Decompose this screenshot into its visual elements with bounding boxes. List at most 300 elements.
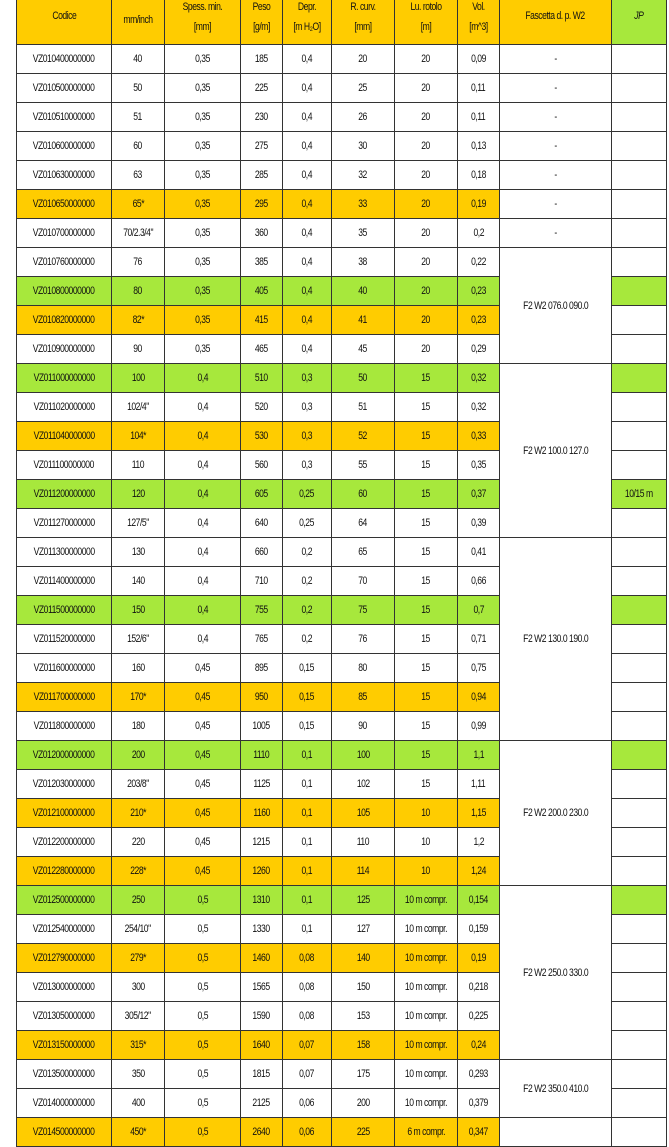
cell-codice: [17, 422, 112, 451]
cell-diametro: [112, 335, 165, 364]
cell-codice: [17, 567, 112, 596]
cell-spessore-text: 0,5: [197, 1126, 208, 1138]
cell-depressione: [283, 74, 332, 103]
cell-volume-text: 0,35: [471, 459, 486, 471]
cell-lunghezza: [395, 190, 458, 219]
cell-spessore-text: 0,35: [195, 53, 210, 65]
cell-diametro-text: 65*: [132, 198, 144, 210]
cell-jp: [612, 335, 667, 364]
cell-lunghezza: [395, 1089, 458, 1118]
cell-jp: [612, 944, 667, 973]
cell-diametro: [112, 219, 165, 248]
cell-volume-text: 1,15: [471, 807, 486, 819]
cell-diametro-text: 350: [131, 1068, 145, 1080]
cell-depressione-text: 0,4: [301, 256, 313, 268]
cell-raggio-curvatura-text: 140: [356, 952, 370, 964]
cell-depressione-text: 0,3: [301, 372, 313, 384]
cell-lunghezza-text: 10 m compr.: [404, 1097, 448, 1109]
cell-codice-text: VZ014000000000: [33, 1097, 95, 1109]
cell-lunghezza-text: 20: [421, 227, 431, 239]
cell-codice: [17, 161, 112, 190]
cell-volume: [458, 277, 500, 306]
cell-codice-text: VZ010600000000: [33, 140, 95, 152]
cell-spessore-text: 0,45: [195, 807, 210, 819]
cell-lunghezza-text: 15: [421, 662, 431, 674]
cell-volume-text: 1,1: [473, 749, 484, 761]
header-spessore: Spess. min. [mm]: [165, 0, 241, 45]
cell-diametro: [112, 509, 165, 538]
table-row: [17, 190, 667, 219]
cell-spessore: [165, 1031, 241, 1060]
cell-jp: [612, 712, 667, 741]
cell-peso-text: 1815: [252, 1068, 271, 1080]
cell-peso: [241, 277, 283, 306]
cell-spessore: [165, 306, 241, 335]
cell-peso-text: 640: [255, 517, 268, 529]
cell-codice-text: VZ012790000000: [33, 952, 95, 964]
cell-codice: [17, 480, 112, 509]
cell-codice: [17, 944, 112, 973]
cell-diametro-text: 80: [133, 285, 143, 297]
cell-peso: [241, 944, 283, 973]
cell-lunghezza-text: 20: [421, 140, 431, 152]
cell-raggio-curvatura: [332, 886, 395, 915]
cell-lunghezza-text: 20: [421, 169, 431, 181]
cell-raggio-curvatura-text: 100: [356, 749, 370, 761]
cell-volume: [458, 190, 500, 219]
cell-diametro-text: 51: [133, 111, 143, 123]
cell-spessore: [165, 422, 241, 451]
cell-volume-text: 0,19: [471, 952, 486, 964]
cell-spessore: [165, 1118, 241, 1147]
cell-raggio-curvatura: [332, 944, 395, 973]
cell-volume: [458, 625, 500, 654]
cell-codice: [17, 45, 112, 74]
cell-raggio-curvatura-text: 35: [358, 227, 368, 239]
cell-volume: [458, 45, 500, 74]
cell-volume: [458, 857, 500, 886]
cell-peso: [241, 248, 283, 277]
cell-spessore: [165, 538, 241, 567]
cell-peso-text: 225: [255, 82, 268, 94]
cell-jp: [612, 190, 667, 219]
cell-spessore-text: 0,35: [195, 343, 210, 355]
cell-codice: [17, 364, 112, 393]
cell-raggio-curvatura-text: 75: [358, 604, 368, 616]
cell-volume-text: 0,37: [471, 488, 486, 500]
cell-diametro: [112, 625, 165, 654]
cell-lunghezza: [395, 857, 458, 886]
cell-diametro: [112, 799, 165, 828]
cell-diametro: [112, 915, 165, 944]
cell-raggio-curvatura-text: 40: [358, 285, 368, 297]
cell-volume-text: 0,154: [468, 894, 489, 906]
cell-codice: [17, 451, 112, 480]
cell-raggio-curvatura-text: 60: [358, 488, 368, 500]
cell-lunghezza-text: 15: [421, 778, 431, 790]
cell-codice: [17, 770, 112, 799]
cell-lunghezza: [395, 799, 458, 828]
cell-lunghezza-text: 10 m compr.: [404, 1039, 448, 1051]
cell-lunghezza: [395, 683, 458, 712]
cell-spessore: [165, 944, 241, 973]
cell-depressione: [283, 973, 332, 1002]
cell-lunghezza: [395, 538, 458, 567]
cell-peso: [241, 712, 283, 741]
cell-volume: [458, 74, 500, 103]
cell-diametro-text: 250: [131, 894, 145, 906]
cell-peso-text: 275: [255, 140, 268, 152]
cell-fascetta-text: -: [554, 111, 557, 123]
cell-volume: [458, 538, 500, 567]
header-jp: JP: [612, 0, 667, 45]
cell-raggio-curvatura: [332, 973, 395, 1002]
cell-depressione-text: 0,1: [301, 894, 313, 906]
cell-codice: [17, 857, 112, 886]
cell-volume-text: 0,99: [471, 720, 486, 732]
cell-depressione: [283, 683, 332, 712]
cell-codice-text: VZ013000000000: [33, 981, 95, 993]
cell-lunghezza: [395, 364, 458, 393]
cell-lunghezza: [395, 132, 458, 161]
cell-peso: [241, 451, 283, 480]
cell-peso: [241, 567, 283, 596]
cell-peso: [241, 364, 283, 393]
cell-lunghezza-text: 20: [421, 111, 431, 123]
cell-codice: [17, 1002, 112, 1031]
cell-peso-text: 1110: [253, 749, 270, 761]
cell-volume-text: 0,32: [471, 372, 486, 384]
cell-codice: [17, 335, 112, 364]
cell-raggio-curvatura: [332, 190, 395, 219]
cell-diametro: [112, 1002, 165, 1031]
cell-jp: [612, 364, 667, 393]
cell-raggio-curvatura: [332, 625, 395, 654]
cell-spessore-text: 0,45: [195, 691, 210, 703]
cell-fascetta-group: [500, 248, 612, 364]
cell-spessore-text: 0,4: [197, 459, 208, 471]
cell-lunghezza-text: 10: [421, 865, 431, 877]
cell-depressione: [283, 1031, 332, 1060]
cell-codice: [17, 741, 112, 770]
cell-codice: [17, 683, 112, 712]
product-spec-table: [16, 0, 667, 1147]
cell-spessore-text: 0,45: [195, 749, 210, 761]
cell-volume-text: 0,23: [471, 314, 486, 326]
cell-diametro: [112, 45, 165, 74]
cell-volume: [458, 1031, 500, 1060]
cell-depressione: [283, 248, 332, 277]
cell-raggio-curvatura-text: 52: [358, 430, 368, 442]
cell-depressione-text: 0,15: [299, 720, 315, 732]
cell-depressione-text: 0,4: [301, 198, 313, 210]
cell-diametro: [112, 567, 165, 596]
cell-raggio-curvatura-text: 51: [358, 401, 368, 413]
cell-depressione-text: 0,08: [299, 952, 315, 964]
cell-volume-text: 0,7: [473, 604, 484, 616]
cell-jp: [612, 248, 667, 277]
cell-diametro-text: 130: [131, 546, 145, 558]
cell-codice-text: VZ012500000000: [33, 894, 95, 906]
cell-fascetta-group: [500, 1060, 612, 1118]
cell-spessore: [165, 654, 241, 683]
cell-depressione: [283, 1118, 332, 1147]
cell-lunghezza: [395, 335, 458, 364]
cell-diametro-text: 254/10": [124, 923, 152, 935]
cell-spessore-text: 0,45: [195, 778, 210, 790]
cell-codice-text: VZ012000000000: [33, 749, 95, 761]
cell-lunghezza: [395, 712, 458, 741]
cell-codice-text: VZ011040000000: [33, 430, 95, 442]
header-diametro: mm/inch: [112, 0, 165, 45]
cell-volume-text: 0,13: [471, 140, 486, 152]
cell-peso: [241, 596, 283, 625]
cell-volume-text: 0,29: [471, 343, 486, 355]
cell-fascetta-text: -: [554, 198, 557, 210]
cell-lunghezza-text: 10 m compr.: [404, 952, 448, 964]
cell-raggio-curvatura: [332, 770, 395, 799]
cell-spessore-text: 0,35: [195, 169, 210, 181]
cell-depressione: [283, 219, 332, 248]
cell-volume-text: 0,159: [468, 923, 489, 935]
cell-diametro: [112, 190, 165, 219]
cell-peso-text: 710: [255, 575, 268, 587]
cell-diametro: [112, 857, 165, 886]
cell-diametro-text: 110: [131, 459, 145, 471]
cell-volume-text: 0,23: [471, 285, 486, 297]
cell-codice-text: VZ011020000000: [33, 401, 95, 413]
table-row: [17, 161, 667, 190]
cell-volume: [458, 596, 500, 625]
cell-volume-text: 0,218: [468, 981, 489, 993]
cell-peso: [241, 915, 283, 944]
cell-raggio-curvatura-text: 127: [356, 923, 370, 935]
cell-fascetta-group-text: F2 W2 130.0 190.0: [522, 633, 589, 645]
cell-peso-text: 560: [255, 459, 268, 471]
cell-spessore: [165, 770, 241, 799]
cell-codice-text: VZ011700000000: [33, 691, 95, 703]
cell-fascetta-group: [500, 741, 612, 886]
cell-depressione: [283, 654, 332, 683]
cell-spessore: [165, 799, 241, 828]
cell-lunghezza-text: 15: [421, 749, 431, 761]
cell-spessore: [165, 973, 241, 1002]
cell-depressione: [283, 509, 332, 538]
cell-volume-text: 1,24: [471, 865, 486, 877]
cell-depressione: [283, 1089, 332, 1118]
cell-fascetta-group-text: F2 W2 076.0 090.0: [522, 299, 589, 312]
cell-depressione-text: 0,4: [301, 111, 313, 123]
cell-codice-text: VZ010400000000: [33, 53, 95, 65]
cell-fascetta-group-text: F2 W2 350.0 410.0: [522, 1082, 589, 1095]
cell-volume-text: 1,11: [471, 778, 486, 790]
cell-codice-text: VZ010700000000: [33, 227, 95, 239]
cell-fascetta-group: [500, 538, 612, 741]
cell-fascetta-group: [500, 886, 612, 1060]
cell-spessore-text: 0,35: [195, 140, 210, 152]
cell-peso: [241, 1089, 283, 1118]
cell-lunghezza-text: 20: [421, 53, 431, 65]
cell-fascetta: [500, 190, 612, 219]
cell-depressione: [283, 364, 332, 393]
cell-jp-text: 10/15 m: [625, 488, 653, 500]
cell-codice: [17, 712, 112, 741]
cell-peso: [241, 538, 283, 567]
table-row: [17, 219, 667, 248]
cell-volume: [458, 654, 500, 683]
cell-peso: [241, 190, 283, 219]
cell-spessore: [165, 596, 241, 625]
cell-codice: [17, 277, 112, 306]
cell-raggio-curvatura-text: 225: [356, 1126, 370, 1138]
cell-raggio-curvatura-text: 65: [358, 546, 368, 558]
cell-peso-text: 360: [255, 227, 268, 239]
cell-diametro-text: 70/2.3/4": [123, 227, 153, 239]
cell-spessore: [165, 248, 241, 277]
cell-codice-text: VZ011400000000: [33, 575, 95, 587]
cell-lunghezza-text: 15: [421, 691, 431, 703]
cell-peso-text: 2125: [252, 1097, 271, 1109]
cell-diametro: [112, 741, 165, 770]
cell-lunghezza-text: 15: [421, 546, 431, 558]
header-raggio-curvatura: R. curv. [mm]: [332, 0, 395, 45]
cell-lunghezza: [395, 915, 458, 944]
cell-volume-text: 0,75: [471, 662, 486, 674]
cell-codice: [17, 915, 112, 944]
cell-lunghezza: [395, 770, 458, 799]
cell-volume: [458, 886, 500, 915]
cell-codice: [17, 538, 112, 567]
cell-peso-text: 755: [255, 604, 268, 616]
cell-raggio-curvatura: [332, 1031, 395, 1060]
cell-codice: [17, 132, 112, 161]
cell-depressione: [283, 1002, 332, 1031]
cell-depressione-text: 0,25: [299, 517, 315, 529]
cell-codice-text: VZ012540000000: [33, 923, 95, 935]
cell-raggio-curvatura: [332, 1002, 395, 1031]
cell-diametro: [112, 161, 165, 190]
cell-volume: [458, 1089, 500, 1118]
cell-jp: [612, 161, 667, 190]
cell-fascetta-group: [500, 1118, 612, 1147]
cell-peso-text: 1215: [252, 836, 271, 848]
cell-codice: [17, 1031, 112, 1060]
cell-jp: [612, 103, 667, 132]
cell-depressione-text: 0,1: [301, 923, 313, 935]
cell-lunghezza-text: 6 m compr.: [407, 1126, 445, 1138]
cell-depressione: [283, 306, 332, 335]
cell-volume: [458, 1118, 500, 1147]
cell-raggio-curvatura-text: 25: [358, 82, 368, 94]
cell-codice-text: VZ010500000000: [33, 82, 95, 94]
cell-depressione: [283, 480, 332, 509]
cell-volume: [458, 741, 500, 770]
table-row: [17, 45, 667, 74]
cell-diametro: [112, 103, 165, 132]
cell-raggio-curvatura-text: 32: [358, 169, 368, 181]
cell-depressione-text: 0,07: [299, 1068, 315, 1080]
cell-jp: [612, 770, 667, 799]
cell-spessore-text: 0,4: [197, 575, 208, 587]
cell-diametro: [112, 364, 165, 393]
cell-lunghezza: [395, 944, 458, 973]
cell-peso-text: 1310: [252, 894, 271, 906]
cell-spessore-text: 0,5: [197, 1097, 208, 1109]
cell-volume: [458, 828, 500, 857]
cell-raggio-curvatura-text: 85: [358, 691, 368, 703]
cell-spessore-text: 0,4: [197, 401, 208, 413]
cell-spessore: [165, 335, 241, 364]
cell-codice: [17, 219, 112, 248]
cell-lunghezza-text: 10: [421, 807, 431, 819]
cell-codice-text: VZ012030000000: [33, 778, 95, 790]
cell-depressione-text: 0,1: [301, 865, 313, 877]
cell-depressione-text: 0,4: [301, 314, 313, 326]
cell-diametro: [112, 828, 165, 857]
cell-peso-text: 285: [255, 169, 268, 181]
cell-volume-text: 0,11: [471, 82, 486, 94]
cell-raggio-curvatura-text: 33: [358, 198, 368, 210]
cell-fascetta: [500, 132, 612, 161]
cell-diametro: [112, 596, 165, 625]
cell-depressione-text: 0,2: [301, 546, 313, 558]
cell-depressione: [283, 625, 332, 654]
cell-spessore-text: 0,45: [195, 836, 210, 848]
cell-diametro-text: 203/8": [127, 778, 149, 790]
cell-spessore: [165, 451, 241, 480]
cell-lunghezza-text: 15: [421, 372, 431, 384]
cell-spessore: [165, 74, 241, 103]
cell-spessore: [165, 741, 241, 770]
cell-raggio-curvatura: [332, 161, 395, 190]
cell-depressione-text: 0,08: [299, 981, 315, 993]
cell-codice: [17, 248, 112, 277]
cell-diametro: [112, 886, 165, 915]
cell-spessore: [165, 915, 241, 944]
cell-raggio-curvatura: [332, 828, 395, 857]
cell-diametro: [112, 1118, 165, 1147]
cell-codice-text: VZ011300000000: [33, 546, 95, 558]
cell-diametro: [112, 277, 165, 306]
cell-raggio-curvatura: [332, 451, 395, 480]
cell-diametro-text: 50: [133, 82, 143, 94]
cell-jp: [612, 683, 667, 712]
cell-volume: [458, 944, 500, 973]
cell-volume-text: 0,24: [471, 1039, 486, 1051]
cell-lunghezza-text: 10 m compr.: [404, 894, 448, 906]
cell-diametro-text: 60: [133, 140, 143, 152]
cell-raggio-curvatura: [332, 74, 395, 103]
cell-depressione-text: 0,3: [301, 430, 313, 442]
cell-spessore-text: 0,45: [195, 865, 210, 877]
cell-raggio-curvatura: [332, 915, 395, 944]
cell-depressione: [283, 944, 332, 973]
cell-raggio-curvatura-text: 41: [358, 314, 368, 326]
cell-volume-text: 0,94: [471, 691, 486, 703]
cell-lunghezza: [395, 828, 458, 857]
cell-jp: [612, 509, 667, 538]
cell-diametro-text: 120: [131, 488, 145, 500]
cell-peso: [241, 625, 283, 654]
cell-spessore: [165, 683, 241, 712]
cell-codice: [17, 596, 112, 625]
cell-fascetta-group: [500, 364, 612, 538]
cell-volume: [458, 306, 500, 335]
cell-peso: [241, 1002, 283, 1031]
cell-peso: [241, 683, 283, 712]
cell-volume-text: 0,71: [471, 633, 486, 645]
cell-diametro-text: 150: [131, 604, 145, 616]
